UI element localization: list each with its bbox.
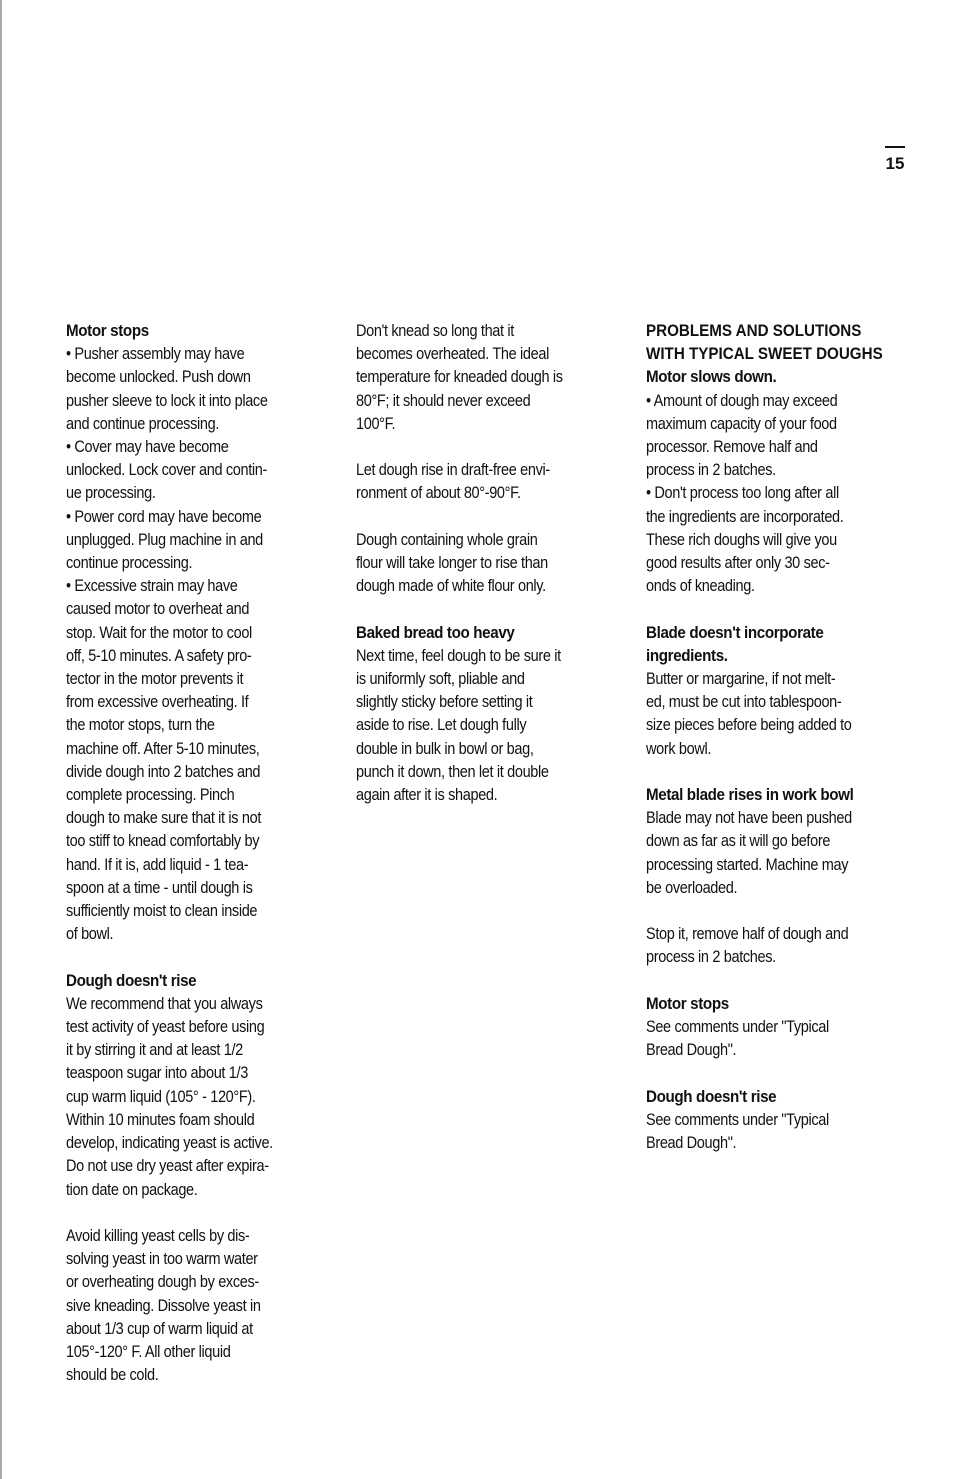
text-line: Within 10 minutes foam should: [66, 1110, 255, 1129]
text-line: We recommend that you always: [66, 994, 263, 1013]
text-line: pusher sleeve to lock it into place: [66, 391, 268, 410]
text-line: be overloaded.: [646, 878, 738, 897]
section-body: [646, 390, 916, 599]
text-line: dough made of white flour only.: [356, 577, 546, 596]
text-line: or overheating dough by exces-: [66, 1273, 259, 1292]
section-heading: Motor slows down.: [646, 368, 777, 387]
paragraph-whole-grain: [356, 529, 628, 599]
section-sweet-doughs: [646, 320, 916, 598]
text-line: ronment of about 80°-90°F.: [356, 484, 521, 503]
text-line: becomes overheated. The ideal: [356, 345, 549, 364]
section-blade-doesnt-incorporate: [646, 622, 916, 761]
section-dough-doesnt-rise: [66, 970, 338, 1202]
text-line: the motor stops, turn the: [66, 716, 215, 735]
text-line: Next time, feel dough to be sure it: [356, 646, 561, 665]
text-line: double in bulk in bowl or bag,: [356, 739, 534, 758]
column-1: [66, 320, 338, 1411]
text-line: caused motor to overheat and: [66, 600, 250, 619]
page-section-title: PROBLEMS AND SOLUTIONS: [646, 322, 862, 340]
text-line: • Power cord may have become: [66, 507, 262, 526]
section-heading: Blade doesn't incorporate: [646, 623, 824, 642]
text-line: process in 2 batches.: [646, 461, 776, 480]
text-line: spoon at a time - until dough is: [66, 878, 253, 897]
text-line: Blade may not have been pushed: [646, 809, 852, 828]
text-line: See comments under "Typical: [646, 1018, 829, 1037]
text-line: onds of kneading.: [646, 577, 755, 596]
section-body: [646, 807, 916, 900]
text-line: the ingredients are incorporated.: [646, 507, 844, 526]
text-line: off, 5-10 minutes. A safety pro-: [66, 646, 252, 665]
text-line: Dough containing whole grain: [356, 530, 538, 549]
section-body: [646, 668, 916, 761]
page-number: [880, 146, 910, 174]
text-line: maximum capacity of your food: [646, 414, 837, 433]
text-line: stop. Wait for the motor to cool: [66, 623, 252, 642]
paragraph-let-rise: [356, 459, 628, 505]
text-line: down as far as it will go before: [646, 832, 831, 851]
section-motor-stops-sweet: [646, 993, 916, 1063]
paragraph-dont-knead: [356, 320, 628, 436]
paragraph-body: [66, 1225, 338, 1387]
section-body: [356, 645, 628, 807]
text-line: unplugged. Plug machine in and: [66, 530, 263, 549]
text-line: • Amount of dough may exceed: [646, 391, 838, 410]
text-line: work bowl.: [646, 739, 712, 758]
text-line: ed, must be cut into tablespoon-: [646, 693, 842, 712]
section-heading: Motor stops: [646, 994, 729, 1013]
text-line: is uniformly soft, pliable and: [356, 670, 525, 688]
text-line: • Cover may have become: [66, 438, 229, 457]
text-line: of bowl.: [66, 925, 114, 944]
text-line: • Excessive strain may have: [66, 577, 238, 596]
text-line: • Don't process too long after all: [646, 484, 839, 503]
text-line: unlocked. Lock cover and contin-: [66, 461, 268, 480]
column-2: [356, 320, 628, 830]
section-baked-bread-too-heavy: [356, 622, 628, 808]
text-line: continue processing.: [66, 554, 193, 573]
paragraph-body: [646, 923, 916, 969]
text-line: punch it down, then let it double: [356, 762, 549, 781]
section-metal-blade-rises: [646, 784, 916, 900]
paragraph-body: [356, 320, 628, 436]
section-body: [66, 993, 338, 1202]
page-binding-edge: [0, 0, 8, 1479]
text-line: Bread Dough".: [646, 1134, 737, 1153]
section-heading: Baked bread too heavy: [356, 623, 515, 642]
text-line: dough to make sure that it is not: [66, 809, 262, 828]
text-line: Do not use dry yeast after expira-: [66, 1157, 269, 1176]
text-line: sive kneading. Dissolve yeast in: [66, 1296, 261, 1315]
text-line: solving yeast in too warm water: [66, 1250, 258, 1269]
section-body: [646, 1016, 916, 1062]
section-heading: Dough doesn't rise: [646, 1087, 777, 1106]
text-line: ue processing.: [66, 484, 156, 503]
page-number-rule: [885, 146, 905, 148]
text-line: hand. If it is, add liquid - 1 tea-: [66, 855, 249, 874]
text-line: divide dough into 2 batches and: [66, 762, 261, 781]
paragraph-stop-it: [646, 923, 916, 969]
text-line: test activity of yeast before using: [66, 1018, 265, 1037]
text-line: become unlocked. Push down: [66, 368, 251, 387]
text-line: slightly sticky before setting it: [356, 693, 533, 712]
text-line: again after it is shaped.: [356, 786, 498, 805]
text-line: sufficiently moist to clean inside: [66, 902, 258, 921]
text-line: aside to rise. Let dough fully: [356, 716, 527, 735]
text-line: • Pusher assembly may have: [66, 345, 245, 364]
text-line: good results after only 30 sec-: [646, 554, 830, 573]
text-line: 80°F; it should never exceed: [356, 391, 531, 410]
text-line: 100°F.: [356, 414, 396, 433]
text-line: temperature for kneaded dough is: [356, 368, 563, 387]
paragraph-avoid-killing-yeast: [66, 1225, 338, 1387]
text-line: Don't knead so long that it: [356, 322, 514, 340]
text-line: develop, indicating yeast is active.: [66, 1134, 273, 1153]
section-body: [66, 343, 338, 946]
text-line: Bread Dough".: [646, 1041, 737, 1060]
text-line: Let dough rise in draft-free envi-: [356, 461, 550, 480]
page-section-title-line-2: WITH TYPICAL SWEET DOUGHS: [646, 345, 883, 364]
section-heading: Dough doesn't rise: [66, 971, 197, 990]
text-line: tector in the motor prevents it: [66, 670, 244, 689]
text-line: too stiff to knead comfortably by: [66, 832, 260, 851]
section-dough-doesnt-rise-sweet: [646, 1086, 916, 1156]
text-line: it by stirring it and at least 1/2: [66, 1041, 243, 1060]
text-line: 105°-120° F. All other liquid: [66, 1342, 231, 1361]
text-line: These rich doughs will give you: [646, 530, 837, 549]
text-line: processor. Remove half and: [646, 438, 818, 457]
text-line: process in 2 batches.: [646, 948, 776, 967]
text-line: and continue processing.: [66, 414, 219, 433]
text-line: Avoid killing yeast cells by dis-: [66, 1226, 250, 1245]
text-line: complete processing. Pinch: [66, 786, 235, 805]
text-line: cup warm liquid (105° - 120°F).: [66, 1087, 256, 1106]
text-line: from excessive overheating. If: [66, 693, 249, 712]
column-3: [646, 320, 916, 1178]
text-line: teaspoon sugar into about 1/3: [66, 1064, 248, 1083]
text-line: Stop it, remove half of dough and: [646, 925, 849, 944]
text-line: processing started. Machine may: [646, 855, 849, 874]
text-line: should be cold.: [66, 1366, 159, 1385]
text-line: about 1/3 cup of warm liquid at: [66, 1319, 253, 1338]
page-number-text: 15: [885, 154, 905, 173]
section-heading: Metal blade rises in work bowl: [646, 786, 854, 805]
section-body: [646, 1109, 916, 1155]
paragraph-body: [356, 459, 628, 505]
text-line: tion date on package.: [66, 1180, 198, 1199]
text-line: flour will take longer to rise than: [356, 554, 548, 572]
text-line: size pieces before being added to: [646, 716, 852, 735]
paragraph-body: [356, 529, 628, 599]
text-line: Butter or margarine, if not melt-: [646, 670, 836, 689]
section-heading: Motor stops: [66, 322, 149, 340]
text-line: See comments under "Typical: [646, 1110, 829, 1129]
text-line: machine off. After 5-10 minutes,: [66, 739, 260, 758]
section-motor-stops: [66, 320, 338, 946]
section-heading-line-2: ingredients.: [646, 646, 728, 665]
